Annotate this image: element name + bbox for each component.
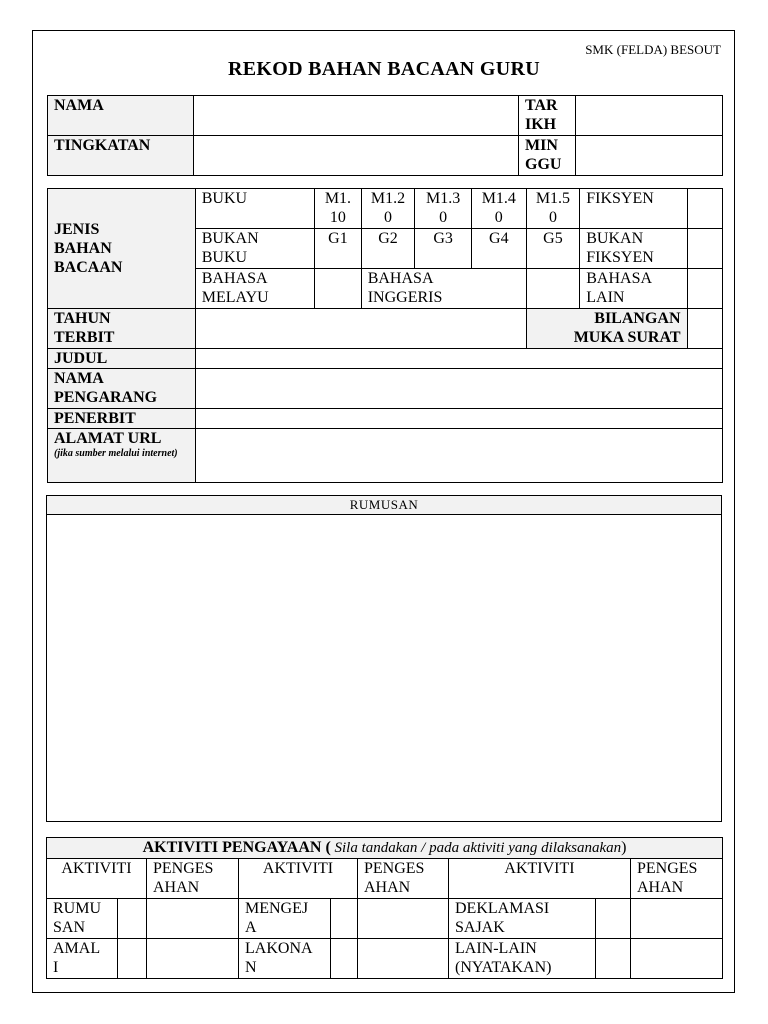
level-m1-20[interactable]: M1.2 0: [361, 189, 415, 229]
level-m1-30[interactable]: M1.3 0: [415, 189, 472, 229]
judul-label: JUDUL: [48, 349, 196, 369]
bahasa-inggeris-checkbox[interactable]: [526, 269, 580, 309]
aktiviti-rumusan-checkbox[interactable]: [118, 899, 147, 939]
bahasa-lain-label: BAHASA LAIN: [580, 269, 687, 309]
bilangan-muka-surat-label: BILANGAN MUKA SURAT: [526, 309, 687, 349]
col-pengesahan-2: PENGES AHAN: [358, 859, 449, 899]
minggu-field[interactable]: [576, 136, 723, 176]
aktiviti-title: AKTIVITI PENGAYAAN ( Sila tandakan / pada aktiviti yang dilaksanakan): [47, 838, 723, 859]
aktiviti-lain-lain-pengesahan[interactable]: [631, 939, 723, 979]
col-aktiviti-2: AKTIVITI: [239, 859, 358, 899]
aktiviti-lain-lain: LAIN-LAIN (NYATAKAN): [449, 939, 596, 979]
rumusan-section: [46, 495, 722, 822]
aktiviti-mengeja-pengesahan[interactable]: [358, 899, 449, 939]
tahun-terbit-label: TAHUN TERBIT: [48, 309, 196, 349]
alamat-url-label: ALAMAT URL (jika sumber melalui internet): [48, 429, 196, 483]
col-aktiviti-3: AKTIVITI: [449, 859, 631, 899]
buku-label: BUKU: [195, 189, 314, 229]
rumusan-label: RUMUSAN: [47, 496, 721, 515]
alamat-url-field[interactable]: [195, 429, 722, 483]
col-aktiviti-1: AKTIVITI: [47, 859, 147, 899]
level-m1-40[interactable]: M1.4 0: [471, 189, 526, 229]
aktiviti-mengeja: MENGEJ A: [239, 899, 331, 939]
aktiviti-lakonan-checkbox[interactable]: [331, 939, 358, 979]
level-m1-50[interactable]: M1.5 0: [526, 189, 580, 229]
form-title: REKOD BAHAN BACAAN GURU: [228, 58, 540, 80]
bahasa-inggeris-label: BAHASA INGGERIS: [361, 269, 526, 309]
aktiviti-lakonan: LAKONA N: [239, 939, 331, 979]
rumusan-field[interactable]: [47, 515, 721, 822]
aktiviti-lain-lain-checkbox[interactable]: [596, 939, 631, 979]
bukan-buku-label: BUKAN BUKU: [195, 229, 314, 269]
aktiviti-amali-pengesahan[interactable]: [147, 939, 239, 979]
level-g5[interactable]: G5: [526, 229, 580, 269]
penerbit-label: PENERBIT: [48, 409, 196, 429]
col-pengesahan-3: PENGES AHAN: [631, 859, 723, 899]
jenis-bahan-label: JENIS BAHAN BACAAN: [48, 189, 196, 309]
tarikh-field[interactable]: [576, 96, 723, 136]
bahasa-melayu-label: BAHASA MELAYU: [195, 269, 314, 309]
level-g3[interactable]: G3: [415, 229, 472, 269]
aktiviti-mengeja-checkbox[interactable]: [331, 899, 358, 939]
nama-pengarang-field[interactable]: [195, 369, 722, 409]
aktiviti-deklamasi-checkbox[interactable]: [596, 899, 631, 939]
school-name: SMK (FELDA) BESOUT: [585, 42, 721, 57]
bahasa-lain-checkbox[interactable]: [687, 269, 722, 309]
bukan-fiksyen-checkbox[interactable]: [687, 229, 722, 269]
nama-field[interactable]: [194, 96, 519, 136]
aktiviti-amali: AMAL I: [47, 939, 118, 979]
aktiviti-lakonan-pengesahan[interactable]: [358, 939, 449, 979]
aktiviti-pengayaan-table: [46, 837, 723, 979]
col-pengesahan-1: PENGES AHAN: [147, 859, 239, 899]
identity-table: [47, 95, 723, 176]
aktiviti-deklamasi-pengesahan[interactable]: [631, 899, 723, 939]
fiksyen-checkbox[interactable]: [687, 189, 722, 229]
bahasa-melayu-checkbox[interactable]: [315, 269, 362, 309]
aktiviti-rumusan-pengesahan[interactable]: [147, 899, 239, 939]
alamat-url-note: (jika sumber melalui internet): [54, 448, 178, 459]
tarikh-label: TAR IKH: [519, 96, 576, 136]
aktiviti-deklamasi-sajak: DEKLAMASI SAJAK: [449, 899, 596, 939]
level-g2[interactable]: G2: [361, 229, 415, 269]
tingkatan-label: TINGKATAN: [48, 136, 194, 176]
bilangan-muka-surat-field[interactable]: [687, 309, 722, 349]
judul-field[interactable]: [195, 349, 722, 369]
nama-label: NAMA: [48, 96, 194, 136]
level-g4[interactable]: G4: [471, 229, 526, 269]
bukan-fiksyen-label: BUKAN FIKSYEN: [580, 229, 687, 269]
penerbit-field[interactable]: [195, 409, 722, 429]
reading-material-table: [47, 188, 723, 483]
aktiviti-amali-checkbox[interactable]: [118, 939, 147, 979]
level-g1[interactable]: G1: [315, 229, 362, 269]
aktiviti-rumusan: RUMU SAN: [47, 899, 118, 939]
minggu-label: MIN GGU: [519, 136, 576, 176]
tingkatan-field[interactable]: [194, 136, 519, 176]
fiksyen-label: FIKSYEN: [580, 189, 687, 229]
nama-pengarang-label: NAMA PENGARANG: [48, 369, 196, 409]
level-m1-10[interactable]: M1. 10: [315, 189, 362, 229]
tahun-terbit-field[interactable]: [195, 309, 526, 349]
